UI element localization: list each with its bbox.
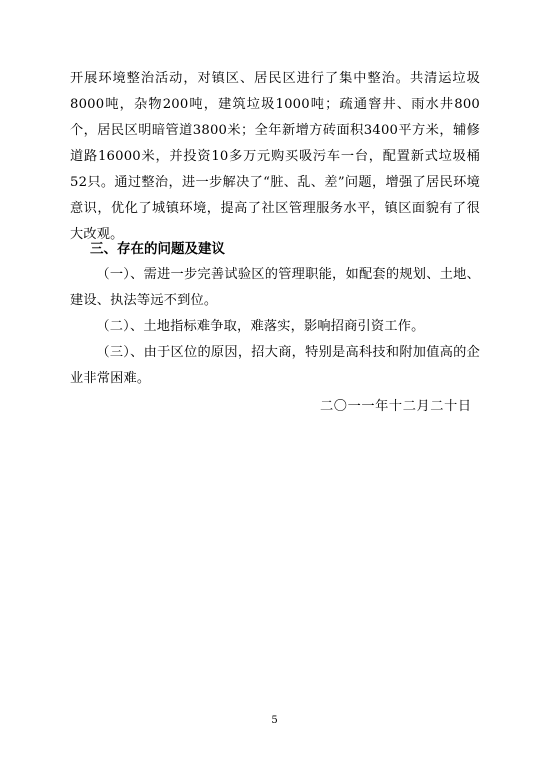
section-heading: 三、存在的问题及建议 [90, 241, 225, 257]
issue-item-2: （二）、土地指标难争取，难落实，影响招商引资工作。 [96, 319, 425, 334]
issue-item-1: （一）、需进一步完善试验区的管理职能，如配套的规划、土地、建设、执法等远不到位。 [70, 267, 480, 308]
issue-item-3: （三）、由于区位的原因，招大商，特别是高科技和附加值高的企业非常困难。 [70, 345, 480, 386]
page-number: 5 [271, 715, 278, 726]
body-paragraph: 开展环境整治活动，对镇区、居民区进行了集中整治。共清运垃圾8000吨，杂物200吨，建筑垃圾1000吨；疏通窨井、雨水井800个，居民区明暗管道3800米；全年新增方砖面积3400平方米，辅修道路16000米，并投资10多万元购买吸污车一台，配置新式垃圾桶52只。通过整治，进一步解决了“脏、乱、差”问题，增强了居民环境意识，优化了城镇环境，提高了社区管理服务水平，镇区面貌有了很大改观。 [70, 71, 480, 242]
document-date: 二〇一一年十二月二十日 [320, 399, 472, 414]
